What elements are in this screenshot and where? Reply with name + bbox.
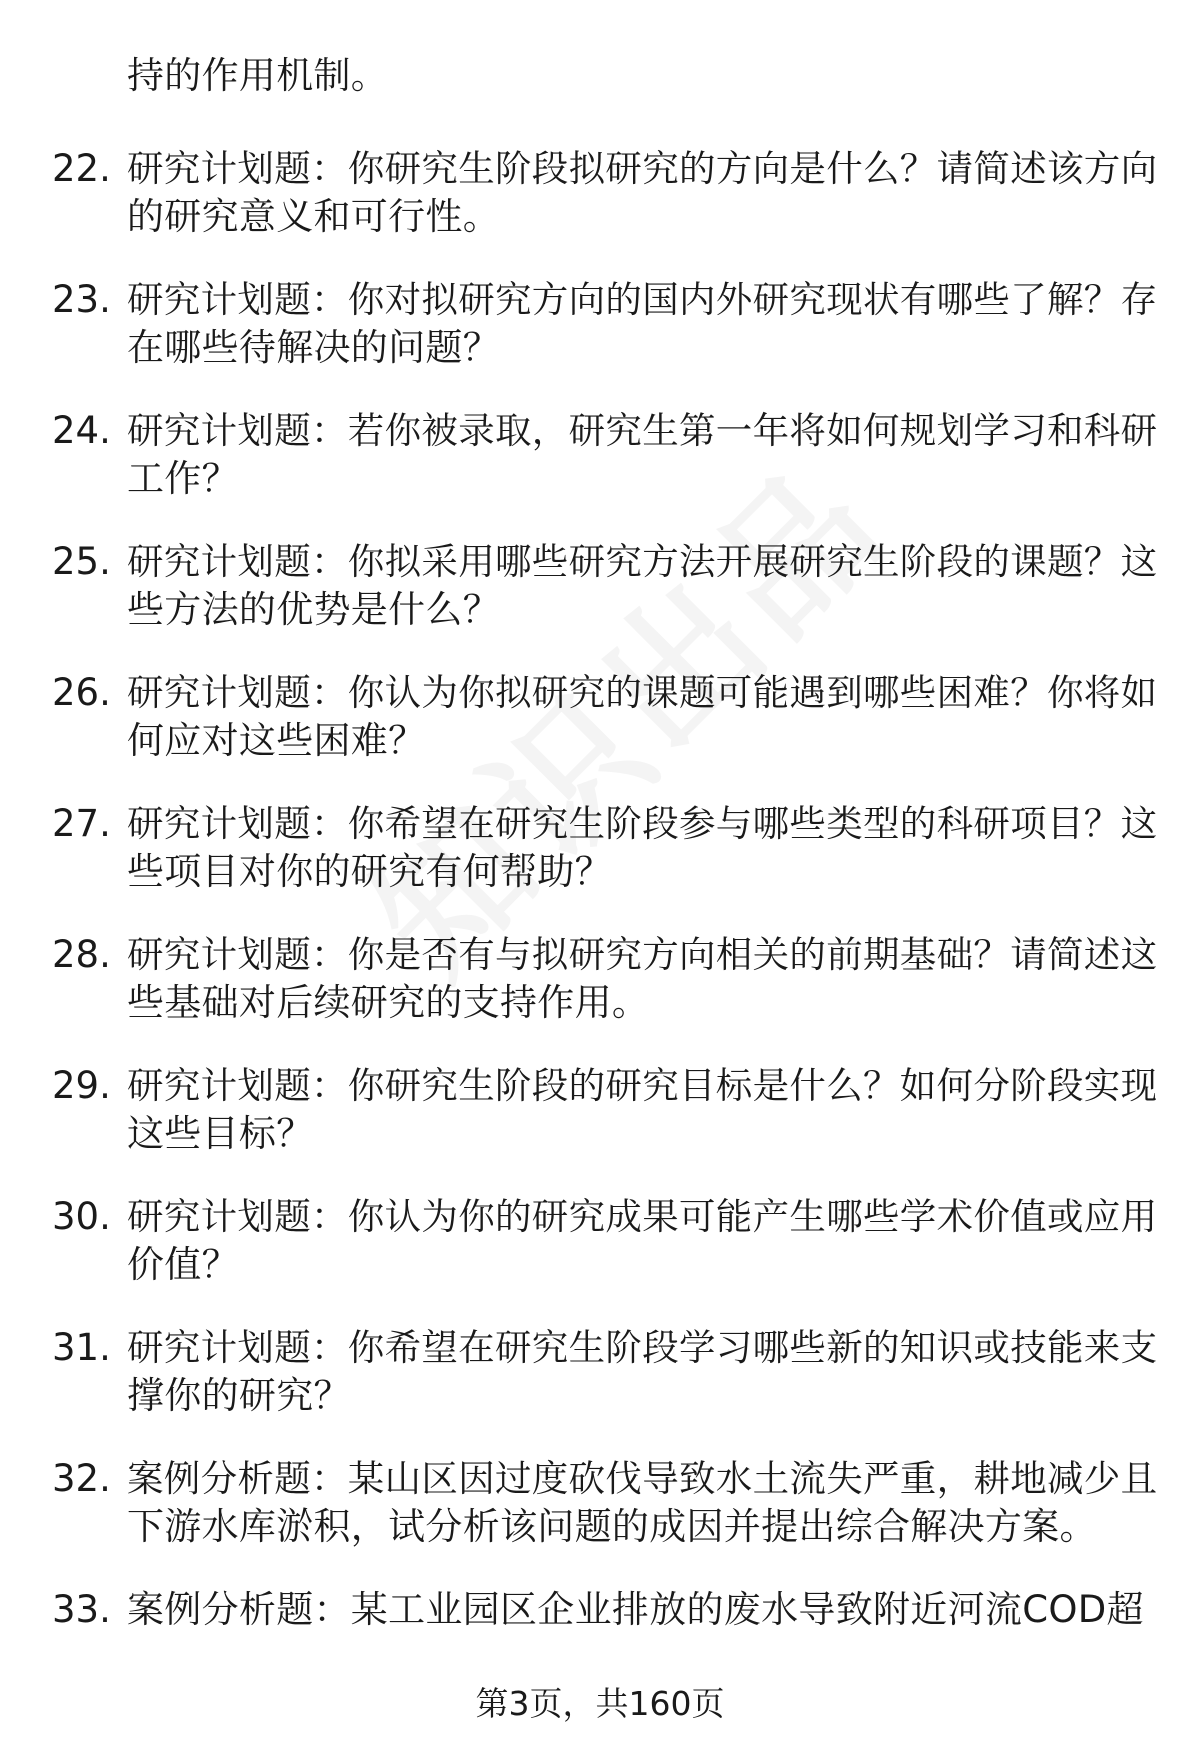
item-text-line2: 何应对这些困难？	[127, 719, 426, 762]
item-number: 30.	[52, 1195, 111, 1238]
item-text-line2: 工作？	[127, 457, 239, 500]
item-text-line1: 研究计划题：你拟采用哪些研究方法开展研究生阶段的课题？这	[127, 540, 1158, 583]
item-text-line2: 这些目标？	[127, 1112, 314, 1155]
item-text-line2: 的研究意义和可行性。	[127, 195, 500, 238]
item-text-line2: 下游水库淤积，试分析该问题的成因并提出综合解决方案。	[127, 1505, 1097, 1548]
item-text-line2: 在哪些待解决的问题？	[127, 326, 500, 369]
item-number: 26.	[52, 671, 111, 714]
item-text-line1: 研究计划题：你认为你的研究成果可能产生哪些学术价值或应用	[127, 1195, 1158, 1238]
item-text-line2: 价值？	[127, 1243, 239, 1286]
item-text-line1: 研究计划题：你对拟研究方向的国内外研究现状有哪些了解？存	[127, 278, 1158, 321]
continuation-text: 持的作用机制。	[127, 54, 389, 97]
item-number: 25.	[52, 540, 111, 583]
item-number: 23.	[52, 278, 111, 321]
item-text-line1: 研究计划题：你希望在研究生阶段参与哪些类型的科研项目？这	[127, 802, 1158, 845]
item-number: 24.	[52, 409, 111, 452]
item-number: 29.	[52, 1064, 111, 1107]
item-text-line1: 案例分析题：某山区因过度砍伐导致水土流失严重，耕地减少且	[127, 1457, 1158, 1500]
item-text-line1: 研究计划题：你研究生阶段的研究目标是什么？如何分阶段实现	[127, 1064, 1158, 1107]
item-number: 32.	[52, 1457, 111, 1500]
item-number: 27.	[52, 802, 111, 845]
item-text-line2: 撑你的研究？	[127, 1374, 351, 1417]
item-text-line1: 研究计划题：你认为你拟研究的课题可能遇到哪些困难？你将如	[127, 671, 1158, 714]
item-text-line1: 研究计划题：若你被录取，研究生第一年将如何规划学习和科研	[127, 409, 1158, 452]
item-text-line1: 研究计划题：你希望在研究生阶段学习哪些新的知识或技能来支	[127, 1326, 1158, 1369]
page-footer: 第3页，共160页	[475, 1684, 725, 1723]
item-text-line1: 研究计划题：你研究生阶段拟研究的方向是什么？请简述该方向	[127, 147, 1158, 190]
item-text-line2: 些基础对后续研究的支持作用。	[127, 981, 650, 1024]
item-text-line2: 些方法的优势是什么？	[127, 588, 500, 631]
item-number: 22.	[52, 147, 111, 190]
item-number: 28.	[52, 933, 111, 976]
item-text-line2: 些项目对你的研究有何帮助？	[127, 850, 612, 893]
item-number: 33.	[52, 1588, 111, 1631]
item-text-line1: 案例分析题：某工业园区企业排放的废水导致附近河流COD超	[127, 1588, 1144, 1631]
item-number: 31.	[52, 1326, 111, 1369]
item-text-line1: 研究计划题：你是否有与拟研究方向相关的前期基础？请简述这	[127, 933, 1158, 976]
